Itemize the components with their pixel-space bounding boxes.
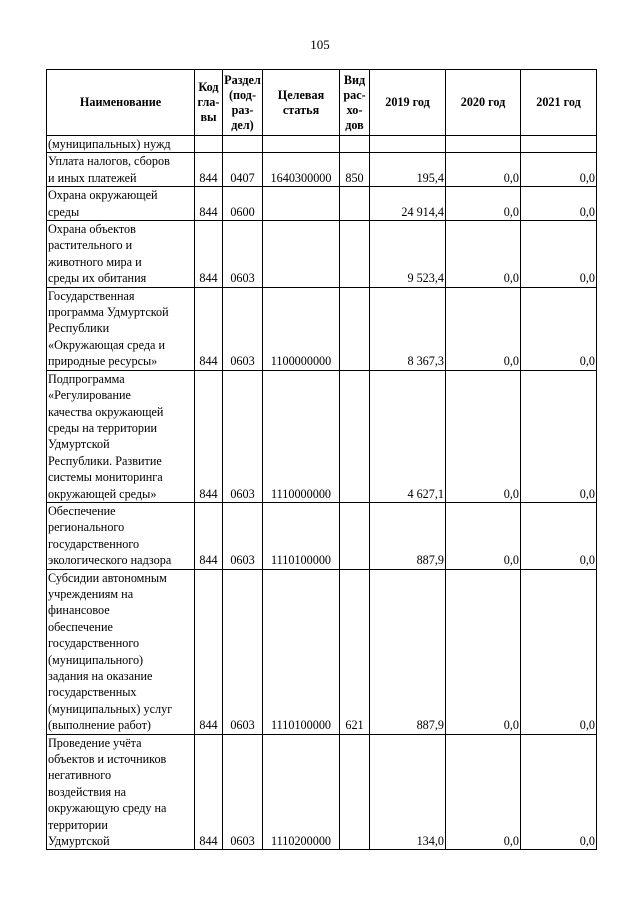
cell-razdel: 0407	[223, 153, 263, 187]
cell-2021	[521, 136, 597, 153]
budget-table	[46, 69, 597, 850]
cell-name: Проведение учёта объектов и источников негативного воздействия на окружающую среду на территории Удмуртской	[47, 734, 195, 850]
cell-razdel	[223, 136, 263, 153]
cell-2021: 0,0	[521, 153, 597, 187]
cell-razdel: 0603	[223, 569, 263, 734]
cell-celevaya-statya: 1110100000	[263, 502, 340, 569]
cell-razdel: 0603	[223, 370, 263, 502]
cell-kod: 844	[195, 153, 223, 187]
cell-kod: 844	[195, 221, 223, 288]
cell-2019: 8 367,3	[370, 287, 446, 370]
cell-vid	[340, 287, 370, 370]
header-2019: 2019 год	[370, 70, 446, 136]
header-2020: 2020 год	[446, 70, 521, 136]
cell-kod: 844	[195, 287, 223, 370]
cell-2019: 134,0	[370, 734, 446, 850]
header-celevaya-statya: Целевая статья	[263, 70, 340, 136]
cell-vid	[340, 221, 370, 288]
cell-celevaya-statya: 1110000000	[263, 370, 340, 502]
page-number: 105	[310, 37, 330, 52]
table-row	[47, 136, 597, 153]
cell-kod	[195, 136, 223, 153]
cell-vid	[340, 734, 370, 850]
table-body	[47, 136, 597, 850]
cell-celevaya-statya: 1110200000	[263, 734, 340, 850]
cell-2020: 0,0	[446, 221, 521, 288]
cell-name: Обеспечение регионального государственного экологического надзора	[47, 502, 195, 569]
cell-razdel: 0603	[223, 221, 263, 288]
cell-2020: 0,0	[446, 370, 521, 502]
cell-name: Подпрограмма «Регулирование качества окружающей среды на территории Удмуртской Республики. Развитие системы мониторинга окружающей среды»	[47, 370, 195, 502]
cell-razdel: 0603	[223, 287, 263, 370]
cell-2019: 887,9	[370, 569, 446, 734]
cell-celevaya-statya: 1110100000	[263, 569, 340, 734]
cell-2021: 0,0	[521, 502, 597, 569]
header-row	[47, 70, 597, 136]
header-razdel: Раздел (под- раз- дел)	[223, 70, 263, 136]
table-row	[47, 502, 597, 569]
cell-vid	[340, 187, 370, 221]
cell-2021: 0,0	[521, 187, 597, 221]
table-row	[47, 287, 597, 370]
cell-2021: 0,0	[521, 287, 597, 370]
cell-2019	[370, 136, 446, 153]
cell-2020: 0,0	[446, 502, 521, 569]
cell-vid: 850	[340, 153, 370, 187]
cell-2019: 195,4	[370, 153, 446, 187]
table-row	[47, 187, 597, 221]
cell-2020: 0,0	[446, 187, 521, 221]
cell-kod: 844	[195, 502, 223, 569]
cell-celevaya-statya: 1100000000	[263, 287, 340, 370]
cell-celevaya-statya	[263, 187, 340, 221]
cell-vid	[340, 370, 370, 502]
cell-vid	[340, 136, 370, 153]
cell-2020: 0,0	[446, 569, 521, 734]
cell-2019: 9 523,4	[370, 221, 446, 288]
cell-2020	[446, 136, 521, 153]
cell-2019: 24 914,4	[370, 187, 446, 221]
cell-2021: 0,0	[521, 370, 597, 502]
cell-celevaya-statya	[263, 221, 340, 288]
cell-2019: 4 627,1	[370, 370, 446, 502]
cell-name: Охрана объектов растительного и животного мира и среды их обитания	[47, 221, 195, 288]
table-row	[47, 221, 597, 288]
cell-name: Государственная программа Удмуртской Республики «Окружающая среда и природные ресурсы»	[47, 287, 195, 370]
header-2021: 2021 год	[521, 70, 597, 136]
cell-kod: 844	[195, 734, 223, 850]
cell-razdel: 0600	[223, 187, 263, 221]
cell-vid	[340, 502, 370, 569]
cell-name: Уплата налогов, сборов и иных платежей	[47, 153, 195, 187]
cell-name: Охрана окружающей среды	[47, 187, 195, 221]
cell-kod: 844	[195, 187, 223, 221]
table-row	[47, 734, 597, 850]
table-header	[47, 70, 597, 136]
cell-celevaya-statya	[263, 136, 340, 153]
header-name: Наименование	[47, 70, 195, 136]
cell-2019: 887,9	[370, 502, 446, 569]
cell-kod: 844	[195, 569, 223, 734]
header-vid-rashodov: Вид рас- хо- дов	[340, 70, 370, 136]
table-row	[47, 569, 597, 734]
cell-name: (муниципальных) нужд	[47, 136, 195, 153]
cell-2020: 0,0	[446, 287, 521, 370]
cell-razdel: 0603	[223, 502, 263, 569]
cell-2021: 0,0	[521, 569, 597, 734]
table-row	[47, 153, 597, 187]
header-kod-glavy: Код гла- вы	[195, 70, 223, 136]
cell-vid: 621	[340, 569, 370, 734]
cell-name: Субсидии автономным учреждениям на финансовое обеспечение государственного (муниципального) задания на оказание государственных (муниципальных) услуг (выполнение работ)	[47, 569, 195, 734]
cell-2021: 0,0	[521, 734, 597, 850]
cell-2020: 0,0	[446, 734, 521, 850]
cell-celevaya-statya: 1640300000	[263, 153, 340, 187]
cell-2021: 0,0	[521, 221, 597, 288]
cell-razdel: 0603	[223, 734, 263, 850]
cell-2020: 0,0	[446, 153, 521, 187]
cell-kod: 844	[195, 370, 223, 502]
table-row	[47, 370, 597, 502]
